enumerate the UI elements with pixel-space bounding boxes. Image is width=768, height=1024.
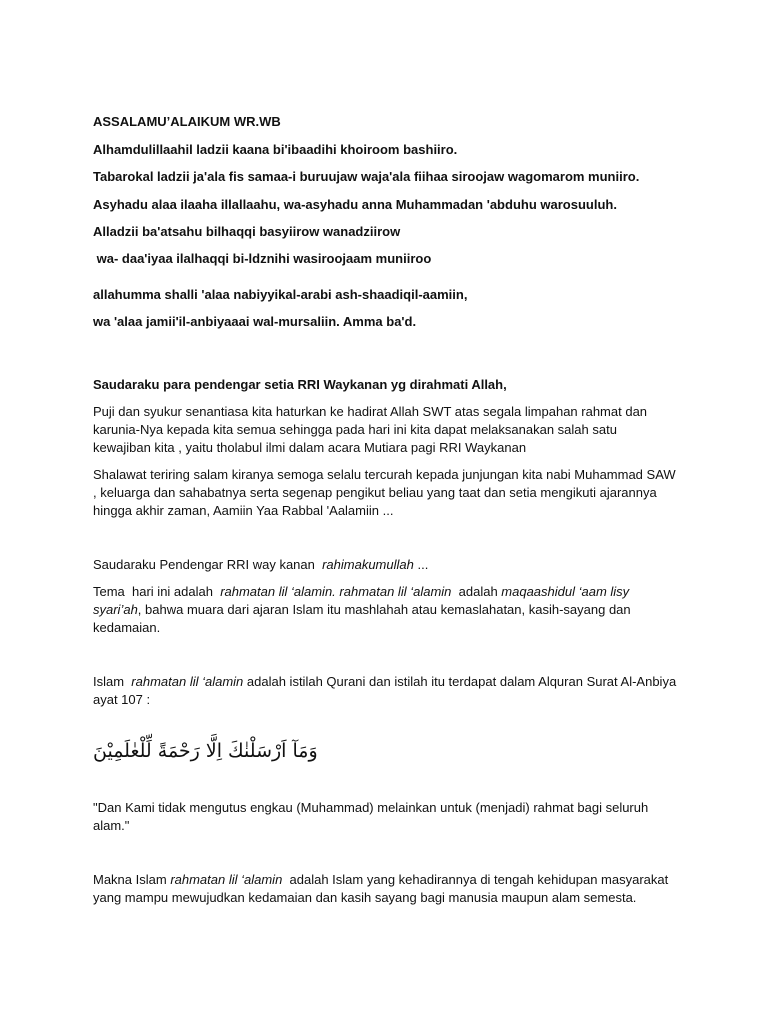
opening-line-4: Alladzii ba'atsahu bilhaqqi basyiirow wanadziirow <box>93 224 401 239</box>
tema-paragraph <box>93 583 678 637</box>
makna-italic: rahmatan lil ‘alamin <box>170 872 283 887</box>
tema-text-2: adalah <box>451 584 502 599</box>
arabic-verse: وَمَآ اَرْسَلْنٰكَ اِلَّا رَحْمَةً لِّلْعٰلَمِيْنَ <box>93 740 318 762</box>
tema-text-1: Tema hari ini adalah <box>93 584 221 599</box>
translation-paragraph: "Dan Kami tidak mengutus engkau (Muhammad) melainkan untuk (menjadi) rahmat bagi seluruh alam." <box>93 800 649 833</box>
opening-line-7: wa 'alaa jamii'il-anbiyaaai wal-mursaliin. Amma ba'd. <box>93 314 417 329</box>
puji-paragraph: Puji dan syukur senantiasa kita haturkan ke hadirat Allah SWT atas segala limpahan rahmat dan karunia-Nya kepada kita semua sehingga pada hari ini kita dapat melaksanakan salah satu kewajiban kita , yaitu tholabul ilmi dalam acara Mutiara pagi RRI Waykanan <box>93 404 648 455</box>
sapa-text: Saudaraku Pendengar RRI way kanan <box>93 557 323 572</box>
islam-text-1: Islam <box>93 674 132 689</box>
makna-text-1: Makna Islam <box>93 872 171 887</box>
sapa-suffix: ... <box>413 557 429 572</box>
opening-line-2: Tabarokal ladzii ja'ala fis samaa-i buruujaw waja'ala fiihaa siroojaw wagomarom muniiro. <box>93 169 640 184</box>
islam-paragraph <box>93 673 678 709</box>
sapa-italic: rahimakumullah <box>322 557 414 572</box>
tema-text-3: , bahwa muara dari ajaran Islam itu mashlahah atau kemaslahatan, kasih-sayang dan kedamaian. <box>93 602 631 635</box>
shalawat-paragraph: Shalawat teriring salam kiranya semoga selalu tercurah kepada junjungan kita nabi Muhammad SAW , keluarga dan sahabatnya serta segenap pengikut beliau yang taat dan setia mengikuti ajarannya hingga akhir zaman, Aamiin Yaa Rabbal 'Aalamiin ... <box>93 467 676 518</box>
makna-text-2: adalah Islam yang kehadirannya di tengah kehidupan masyarakat yang mampu mewujudkan kedamaian dan kasih sayang bagi manusia maupun alam semesta. <box>93 872 672 905</box>
islam-italic: rahmatan lil ‘alamin <box>131 674 244 689</box>
greeting-paragraph: Saudaraku para pendengar setia RRI Waykanan yg dirahmati Allah, <box>93 377 507 392</box>
tema-italic-2: maqaashidul ‘aam lisy syari’ah <box>93 584 630 617</box>
opening-line-1: Alhamdulillaahil ladzii kaana bi'ibaadihi khoiroom bashiiro. <box>93 142 458 157</box>
opening-line-5: wa- daa'iyaa ilalhaqqi bi-ldznihi wasiroojaam muniiroo <box>93 251 432 266</box>
tema-italic-1: rahmatan lil ‘alamin. rahmatan lil ‘alamin <box>220 584 452 599</box>
islam-text-2: adalah istilah Qurani dan istilah itu terdapat dalam Alquran Surat Al-Anbiya ayat 107 : <box>93 674 677 707</box>
salam-heading: ASSALAMU’ALAIKUM WR.WB <box>93 114 281 129</box>
sapa-paragraph <box>93 556 678 574</box>
opening-line-3: Asyhadu alaa ilaaha illallaahu, wa-asyhadu anna Muhammadan 'abduhu warosuuluh. <box>93 197 617 212</box>
makna-paragraph <box>93 871 678 907</box>
opening-line-6: allahumma shalli 'alaa nabiyyikal-arabi ash-shaadiqil-aamiin, <box>93 287 468 302</box>
